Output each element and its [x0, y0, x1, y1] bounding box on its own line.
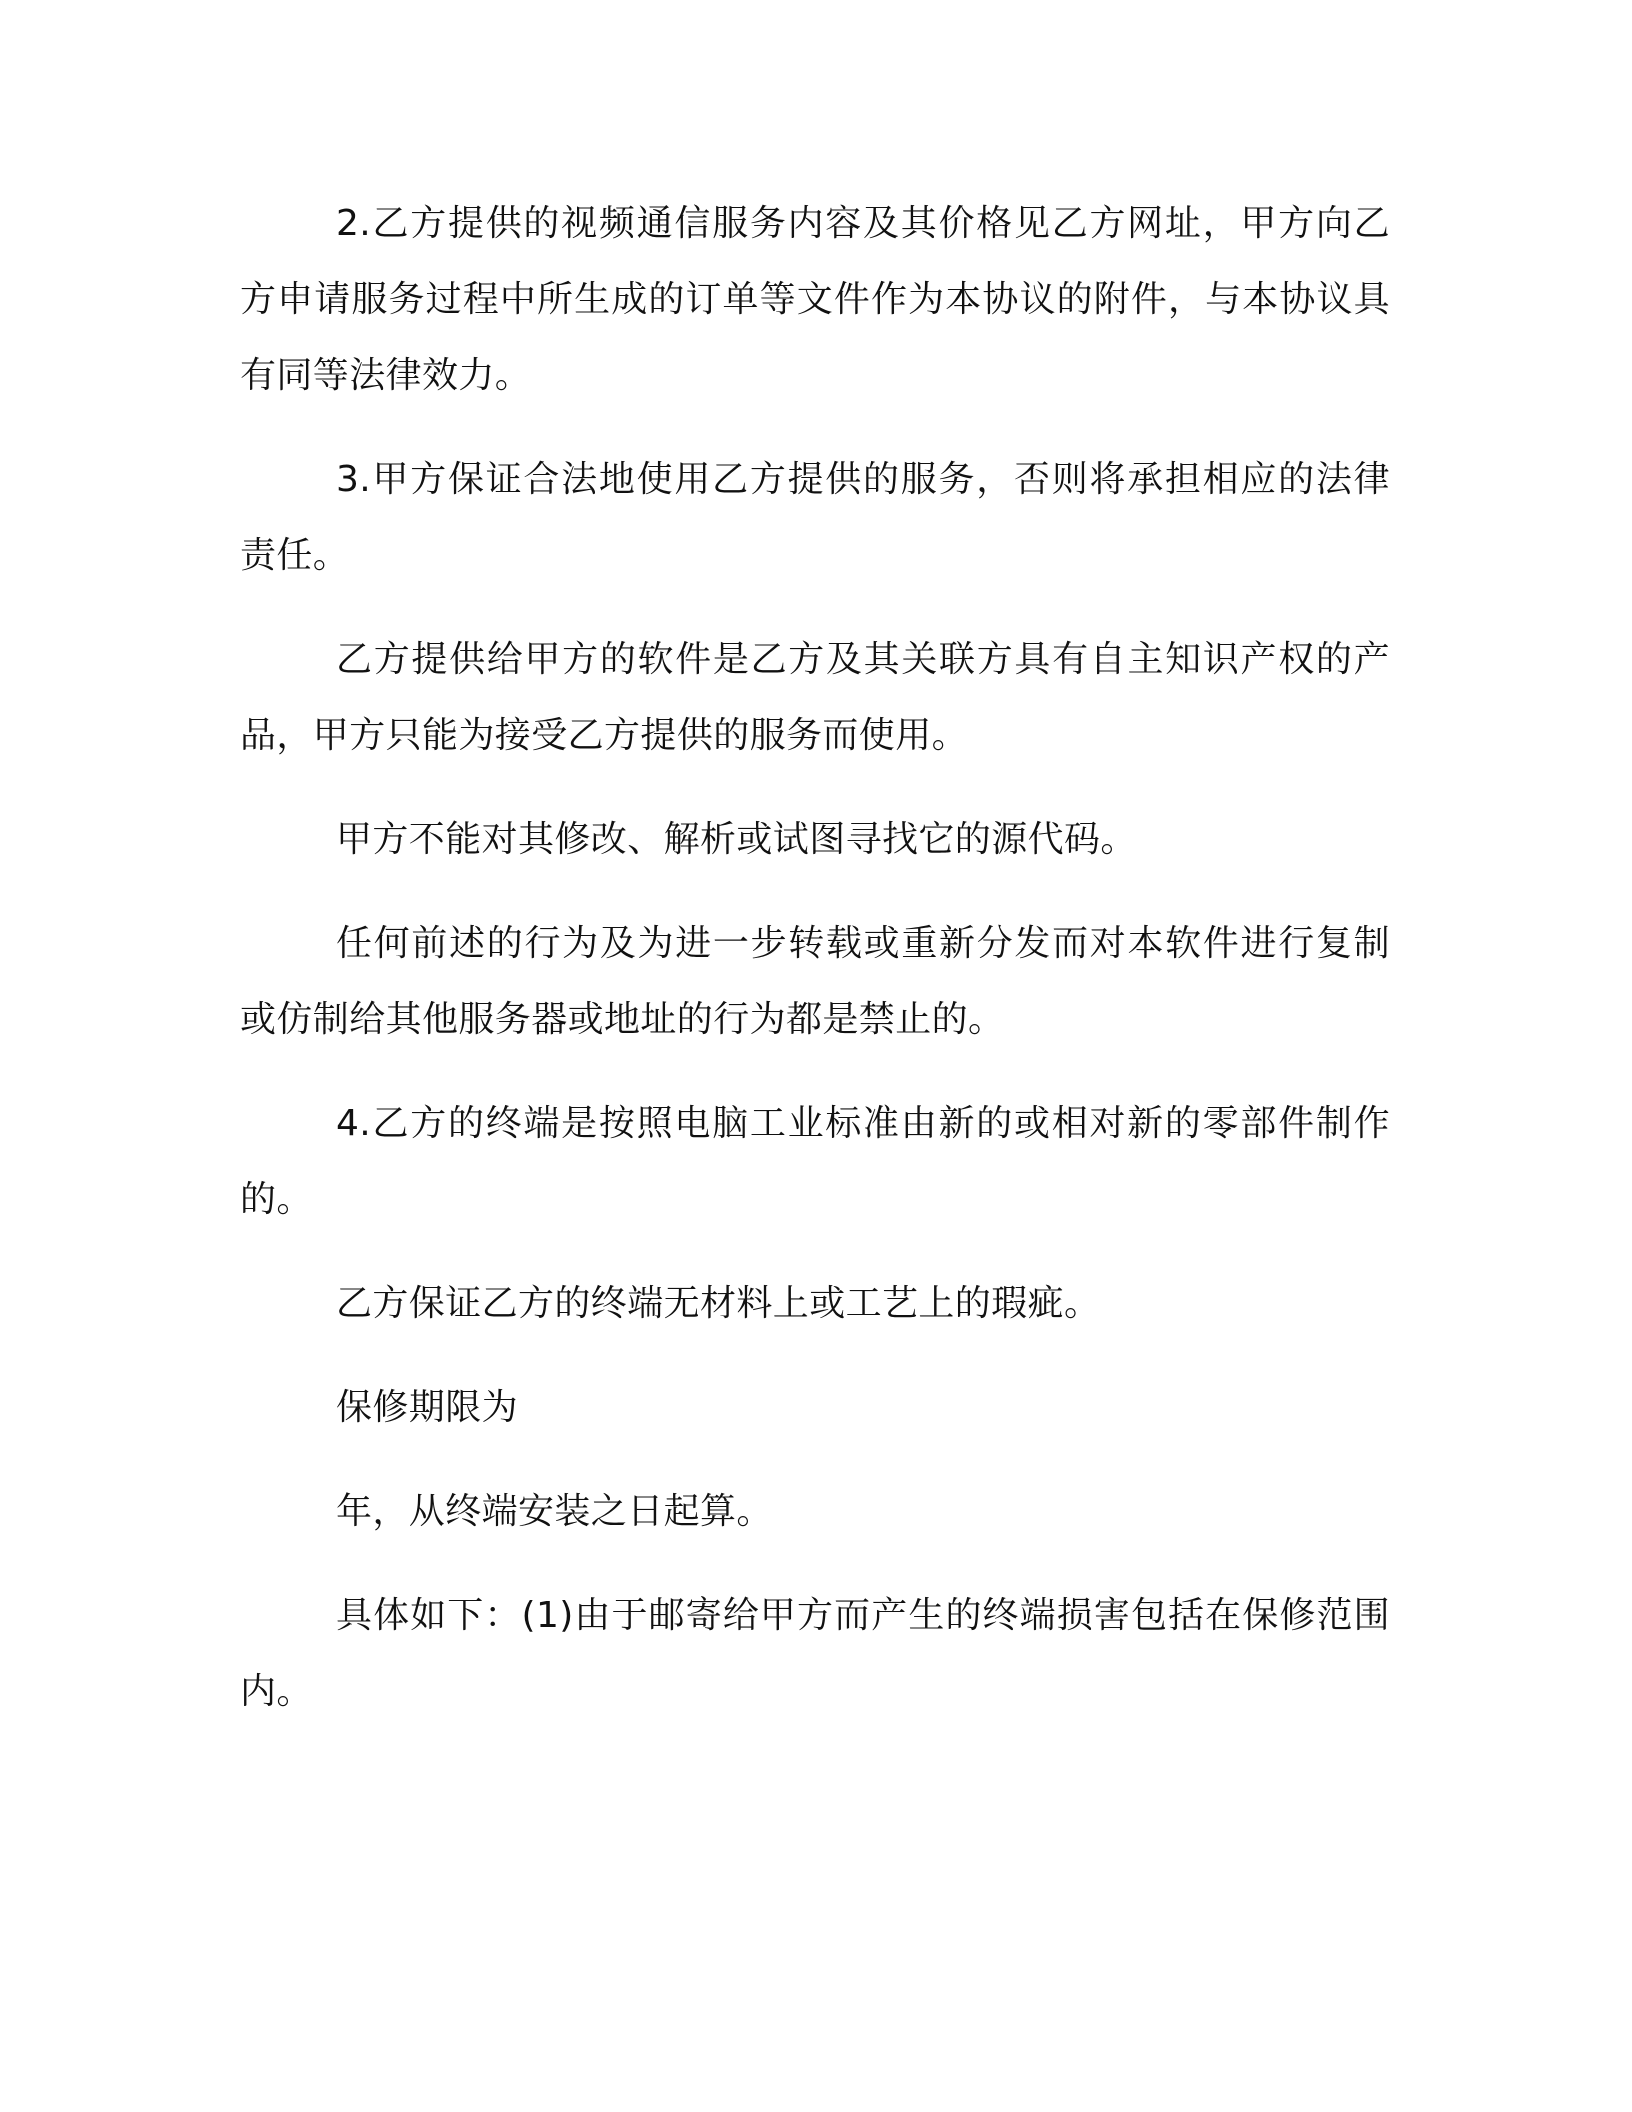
paragraph-warranty-period: 保修期限为	[336, 1387, 519, 1428]
paragraph-service-content: 2.乙方提供的视频通信服务内容及其价格见乙方网址，甲方向乙方申请服务过程中所生成的订单等文件作为本协议的附件，与本协议具有同等法律效力。	[240, 203, 1390, 396]
paragraph-warranty-start: 年，从终端安装之日起算。	[336, 1491, 773, 1532]
paragraph-warranty-details: 具体如下：(1)由于邮寄给甲方而产生的终端损害包括在保修范围内。	[240, 1595, 1390, 1712]
paragraph-no-modification: 甲方不能对其修改、解析或试图寻找它的源代码。	[336, 819, 1137, 860]
paragraph-no-copying: 任何前述的行为及为进一步转载或重新分发而对本软件进行复制或仿制给其他服务器或地址的行为都是禁止的。	[240, 923, 1390, 1040]
paragraph-no-defects: 乙方保证乙方的终端无材料上或工艺上的瑕疵。	[336, 1283, 1101, 1324]
paragraph-software-ip: 乙方提供给甲方的软件是乙方及其关联方具有自主知识产权的产品，甲方只能为接受乙方提供的服务而使用。	[240, 639, 1390, 756]
paragraph-legal-use: 3.甲方保证合法地使用乙方提供的服务，否则将承担相应的法律责任。	[240, 459, 1390, 576]
document-body	[240, 186, 1390, 1758]
paragraph-terminal-standard: 4.乙方的终端是按照电脑工业标准由新的或相对新的零部件制作的。	[240, 1103, 1390, 1220]
